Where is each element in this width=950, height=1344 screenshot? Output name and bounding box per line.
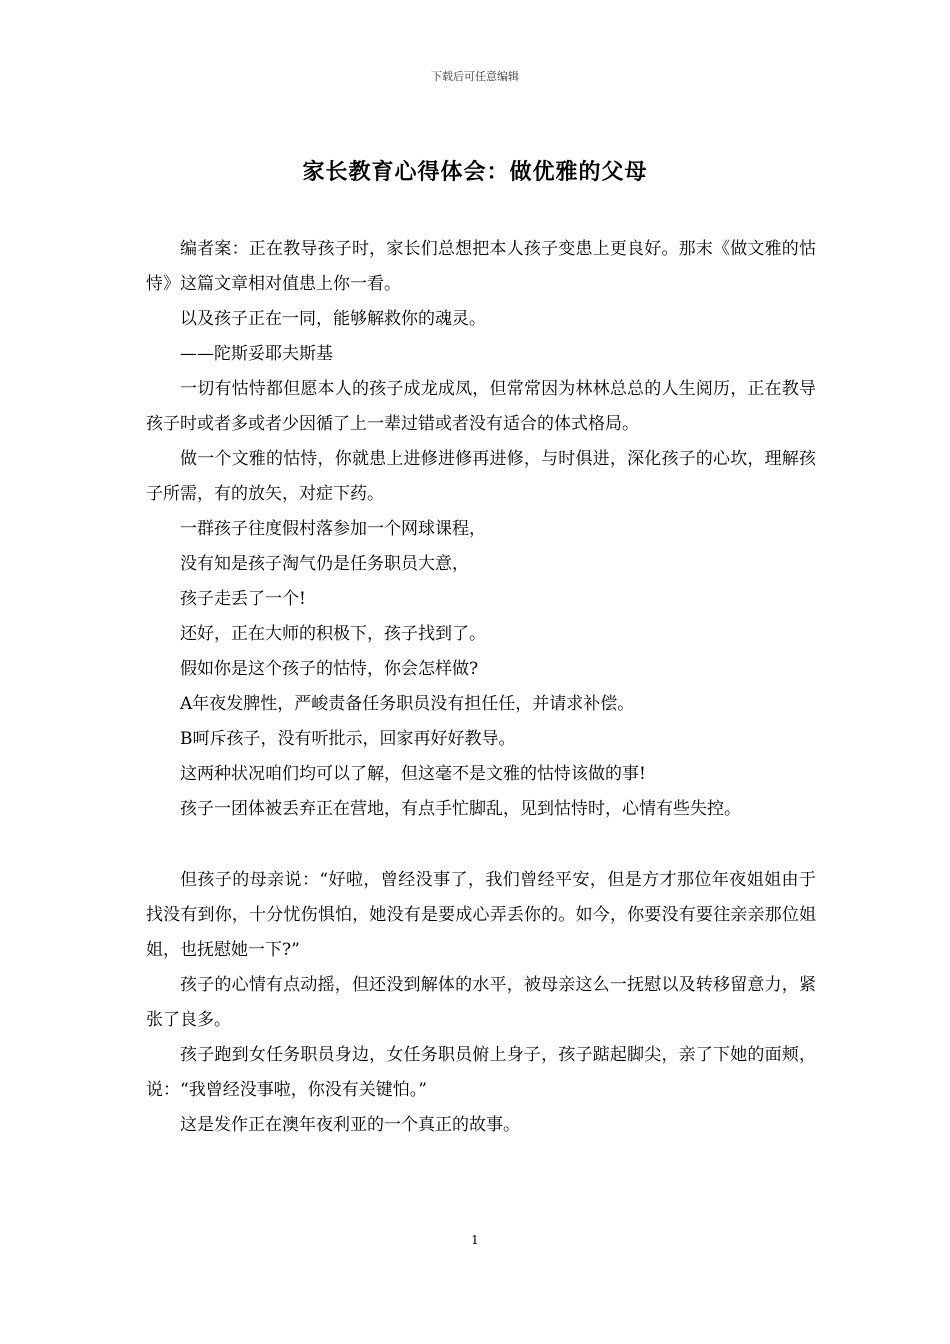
paragraph: 孩子走丢了一个! [180, 589, 306, 609]
paragraph: ——陀斯妥耶夫斯基 [180, 344, 333, 364]
page-header: 下载后可任意编辑 [431, 70, 519, 83]
paragraph: 一切有怙恃都但愿本人的孩子成龙成凤，但常常因为林林总总的人生阅历，正在教导孩子时或者多或者少因循了上一辈过错或者没有适合的体式格局。 [146, 379, 816, 434]
document-title: 家长教育心得体会：做优雅的父母 [302, 159, 648, 185]
paragraph: 没有知是孩子淘气仍是任务职员大意， [180, 554, 469, 574]
paragraph: 编者案：正在教导孩子时，家长们总想把本人孩子变患上更良好。那末《做文雅的怙恃》这篇文章相对值患上你一看。 [146, 239, 816, 294]
paragraph: 孩子一团体被丢弃正在营地，有点手忙脚乱，见到怙恃时，心情有些失控。 [180, 799, 741, 819]
paragraph: A年夜发脾性，严峻责备任务职员没有担任任，并请求补偿。 [180, 694, 635, 714]
paragraph: 但孩子的母亲说：“好啦，曾经没事了，我们曾经平安，但是方才那位年夜姐姐由于找没有到你，十分忧伤惧怕，她没有是要成心弄丢你的。如今，你要没有要往亲亲那位姐姐，也抚慰她一下?” [146, 870, 816, 960]
paragraph: 孩子跑到女任务职员身边，女任务职员俯上身子，孩子踮起脚尖，亲了下她的面颊，说：“我曾经没事啦，你没有关键怕。” [146, 1045, 816, 1100]
paragraph: 孩子的心情有点动摇，但还没到解体的水平，被母亲这么一抚慰以及转移留意力，紧张了良多。 [146, 975, 816, 1030]
paragraph: 一群孩子往度假村落参加一个网球课程， [180, 519, 486, 539]
paragraph: 做一个文雅的怙恃，你就患上进修进修再进修，与时俱进，深化孩子的心坎，理解孩子所需，有的放矢，对症下药。 [146, 449, 816, 504]
paragraph: B呵斥孩子，没有听批示，回家再好好教导。 [180, 729, 516, 749]
paragraph: 这是发作正在澳年夜利亚的一个真正的故事。 [180, 1115, 520, 1135]
document-body [146, 232, 816, 1143]
page-number: 1 [471, 1233, 479, 1247]
paragraph: 还好，正在大师的积极下，孩子找到了。 [180, 624, 486, 644]
paragraph: 以及孩子正在一同，能够解救你的魂灵。 [180, 309, 486, 329]
paragraph: 假如你是这个孩子的怙恃，你会怎样做? [180, 659, 479, 679]
paragraph-gap [146, 827, 816, 863]
paragraph: 这两种状况咱们均可以了解，但这毫不是文雅的怙恃该做的事! [180, 764, 646, 784]
